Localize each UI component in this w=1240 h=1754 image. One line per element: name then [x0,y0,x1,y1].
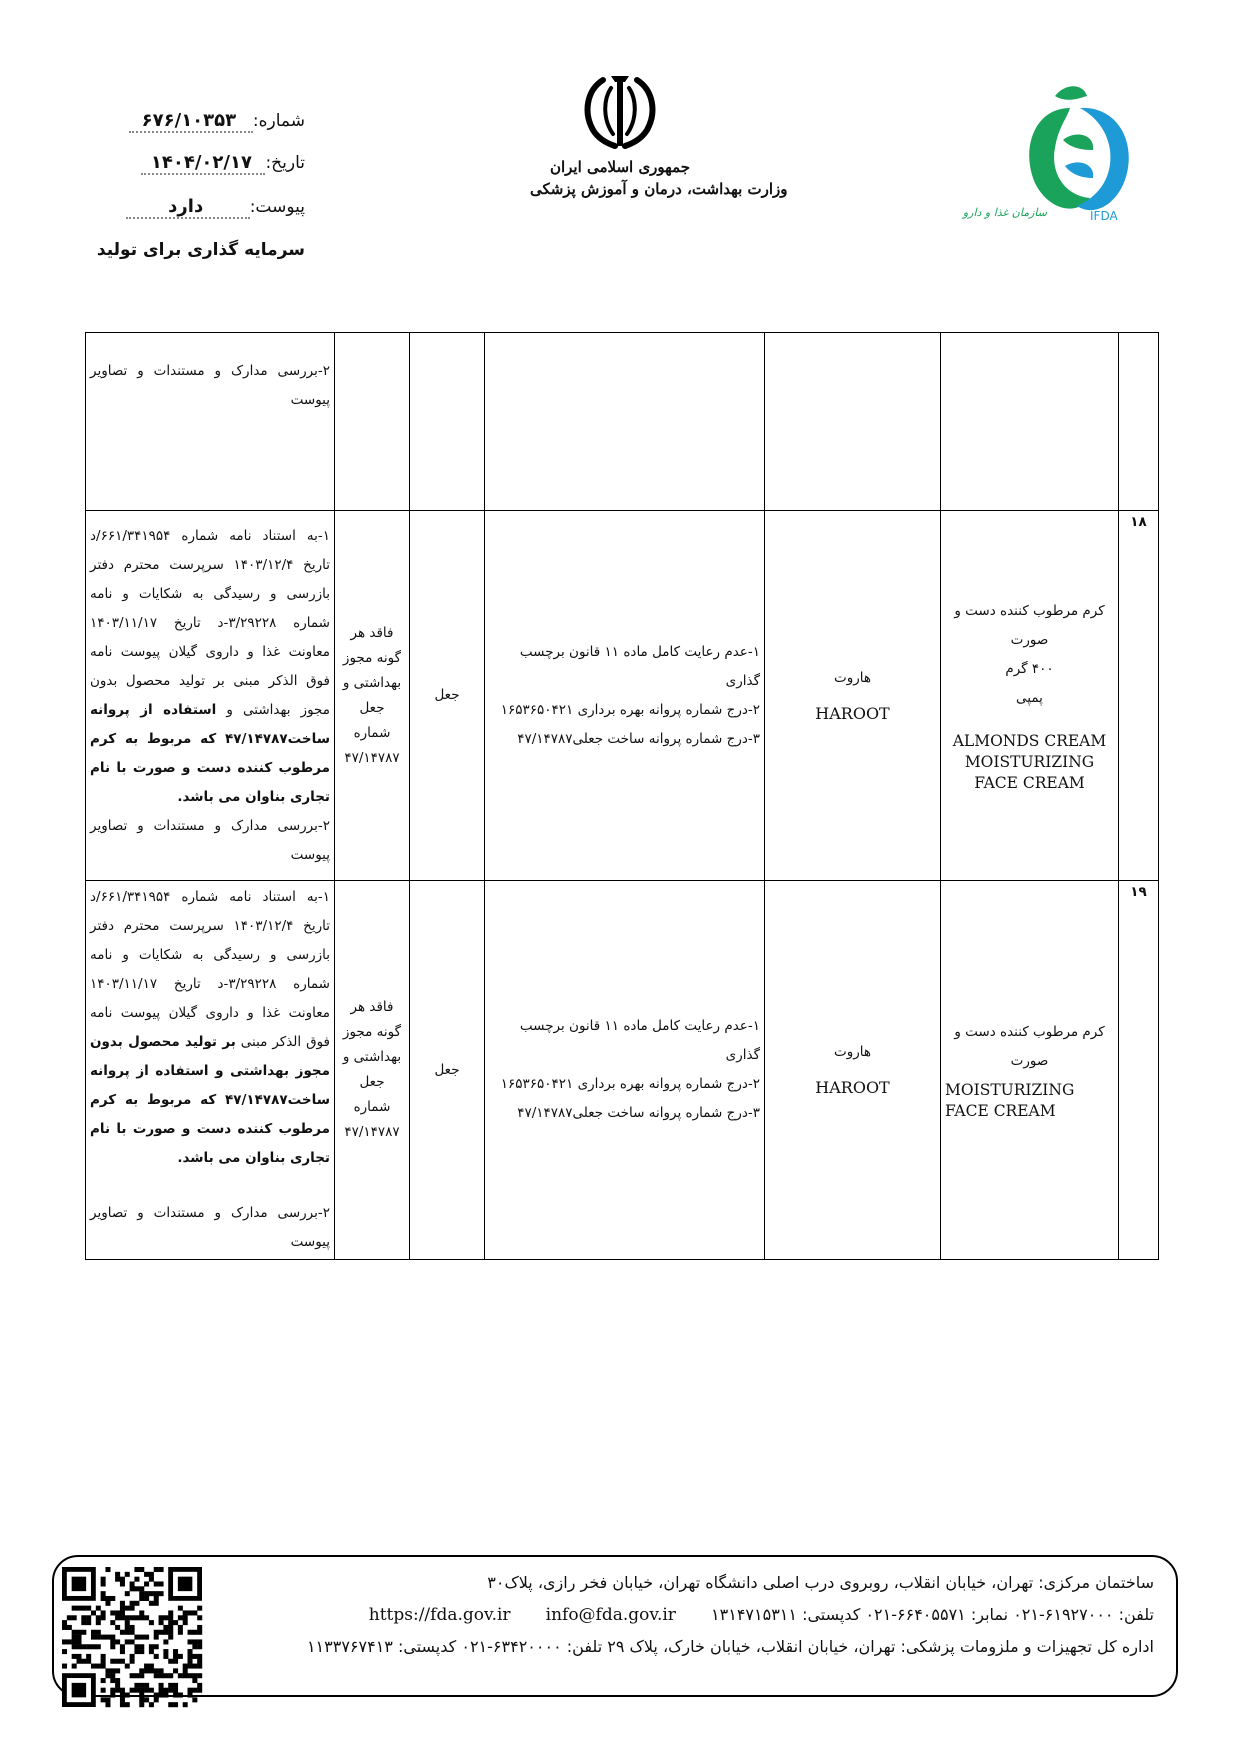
table-row [86,511,1159,881]
product-name-cell [941,511,1119,881]
type-cell: جعل [410,511,485,881]
license-cell [335,511,410,881]
violations-cell [485,333,765,511]
brand-fa: هاروت [834,1044,871,1060]
action-para2: ۲-بررسی مدارک و مستندات و تصاویر پیوست [90,363,330,408]
license-line: ۴۷/۱۴۷۸۷ [344,749,400,766]
type-cell: جعل [410,881,485,1260]
iran-emblem-icon [575,72,665,154]
table-row [86,881,1159,1260]
footer-email[interactable]: info@fda.gov.ir [545,1605,676,1625]
ifda-fa-text: سازمان غذا و دارو [962,206,1047,219]
violation-item: ۲-درج شماره پروانه بهره برداری ۱۶۵۳۶۵۰۴۲۱ [500,1076,760,1092]
table-row [86,333,1159,511]
license-line: بهداشتی و [342,674,402,691]
row-number: ۱۸ [1119,511,1159,881]
product-name-en-line: FACE CREAM [974,774,1085,792]
brand-cell [765,333,941,511]
product-name-en-line: FACE CREAM [945,1102,1056,1120]
product-name-line: کرم مرطوب کننده دست و صورت [954,603,1105,648]
letter-date: ۱۴۰۴/۰۲/۱۷ [141,152,265,175]
actions-cell [86,881,335,1260]
letter-number: ۶۷۶/۱۰۳۵۳ [129,110,253,133]
product-name-en-line: MOISTURIZING [964,753,1095,771]
violation-item: ۳-درج شماره پروانه ساخت جعلی۴۷/۱۴۷۸۷ [517,730,760,747]
license-line: گونه مجوز [342,649,402,666]
product-name-cell [941,333,1119,511]
emblem-ministry: وزارت بهداشت، درمان و آموزش پزشکی [530,180,788,198]
action-para2: ۲-بررسی مدارک و مستندات و تصاویر پیوست [90,1205,330,1250]
product-name-line: ۴۰۰ گرم [1005,661,1054,677]
brand-fa: هاروت [834,669,871,686]
footer-equipment-office: اداره کل تجهیزات و ملزومات پزشکی: تهران، خیابان انقلاب، خیابان خارک، پلاک ۲۹ تلفن: ۶۳۴۲۰۰۰۰-۰۲۱ کدپستی: ۱۱۳۳۷۶۷۴۱۳ [306,1637,1154,1656]
row-number: ۱۹ [1119,881,1159,1260]
footer-phones: تلفن: ۶۱۹۲۷۰۰۰-۰۲۱ نمابر: ۶۶۴۰۵۵۷۱-۰۲۱ کدپستی: ۱۳۱۴۷۱۵۳۱۱ [711,1605,1154,1624]
action-para1: ۱-به استناد نامه شماره ۶۶۱/۳۴۱۹۵۴/د تاریخ ۱۴۰۳/۱۲/۴ سرپرست محترم دفتر بازرسی و رسیدگی به شکایات و نامه شماره ۳/۲۹۲۲۸-د تاریخ ۱۴۰۳/۱۱/۱۷ معاونت غذا و داروی گیلان پیوست نامه فوق الذکر مبنی بر تولید محصول بدون مجوز بهداشتی و [90,527,330,718]
license-cell [335,881,410,1260]
number-label: شماره: [252,111,305,131]
license-line: جعل شماره [353,1074,391,1115]
violations-cell [485,511,765,881]
slogan: سرمایه گذاری برای تولید [96,240,305,260]
product-name-en-line: MOISTURIZING [945,1081,1075,1099]
license-line: ۴۷/۱۴۷۸۷ [344,1124,400,1140]
product-name-en [945,731,1114,794]
attachment-label: پیوست: [249,197,305,217]
actions-cell [86,511,335,881]
license-line: بهداشتی و [342,1049,402,1065]
footer [52,1555,1178,1697]
footer-headquarters: ساختمان مرکزی: تهران، خیابان انقلاب، روبروی درب اصلی دانشگاه تهران، خیابان فخر رازی، پلاک۳۰ [487,1573,1154,1592]
emblem-country: جمهوری اسلامی ایران [549,158,691,176]
attachment-value: دارد [126,196,250,219]
product-name-line: پمپی [1016,690,1043,706]
date-row [141,152,305,182]
qr-code-icon [62,1567,202,1707]
action-para1: ۱-به استناد نامه شماره ۶۶۱/۳۴۱۹۵۴/د تاریخ ۱۴۰۳/۱۲/۴ سرپرست محترم دفتر بازرسی و رسیدگی به شکایات و نامه شماره ۳/۲۹۲۲۸-د تاریخ ۱۴۰۳/۱۱/۱۷ معاونت غذا و داروی گیلان پیوست نامه فوق الذکر مبنی [90,889,330,1050]
license-line: فاقد هر [350,999,394,1015]
actions-cell [86,333,335,511]
footer-contact [214,1605,1154,1637]
license-line: گونه مجوز [342,1024,402,1040]
license-cell [335,333,410,511]
action-para1-bold: استفاده از پروانه ساخت۴۷/۱۴۷۸۷ که مربوط به کرم مرطوب کننده دست و صورت با نام تجاری بناوان می باشد. [90,701,330,805]
product-name-line: کرم مرطوب کننده دست و صورت [954,1024,1105,1069]
action-para1-bold: بر تولید محصول بدون مجوز بهداشتی و استفاده از پروانه ساخت۴۷/۱۴۷۸۷ که مربوط به کرم مرطوب کننده دست و صورت با نام تجاری بناوان می باشد. [90,1034,330,1166]
violation-item: ۳-درج شماره پروانه ساخت جعلی۴۷/۱۴۷۸۷ [517,1105,760,1121]
license-line: فاقد هر [350,624,394,641]
product-name-en-line: ALMONDS CREAM [952,732,1107,750]
brand-en: HAROOT [815,1078,890,1097]
violations-cell [485,881,765,1260]
product-name-cell [941,881,1119,1260]
row-number [1119,333,1159,511]
type-cell [410,333,485,511]
footer-website[interactable]: https://fda.gov.ir [368,1605,511,1625]
date-label: تاریخ: [265,153,305,173]
license-line: جعل شماره [353,699,391,741]
violation-item: ۲-درج شماره پروانه بهره برداری ۱۶۵۳۶۵۰۴۲۱ [500,701,760,718]
attachment-row [126,196,305,226]
ifda-en-text: IFDA [1090,209,1118,223]
action-para2: ۲-بررسی مدارک و مستندات و تصاویر پیوست [90,817,330,863]
brand-en: HAROOT [815,703,890,723]
violation-item: ۱-عدم رعایت کامل ماده ۱۱ قانون برچسب گذاری [519,643,760,689]
ifda-logo-icon [962,78,1160,238]
number-row [129,110,305,140]
product-name-en [945,1080,1114,1122]
brand-cell [765,881,941,1260]
violations-table [85,332,1159,1260]
brand-cell [765,511,941,881]
ministry-emblem [530,72,788,232]
footer-address-block [214,1573,1154,1669]
violation-item: ۱-عدم رعایت کامل ماده ۱۱ قانون برچسب گذاری [519,1018,760,1063]
